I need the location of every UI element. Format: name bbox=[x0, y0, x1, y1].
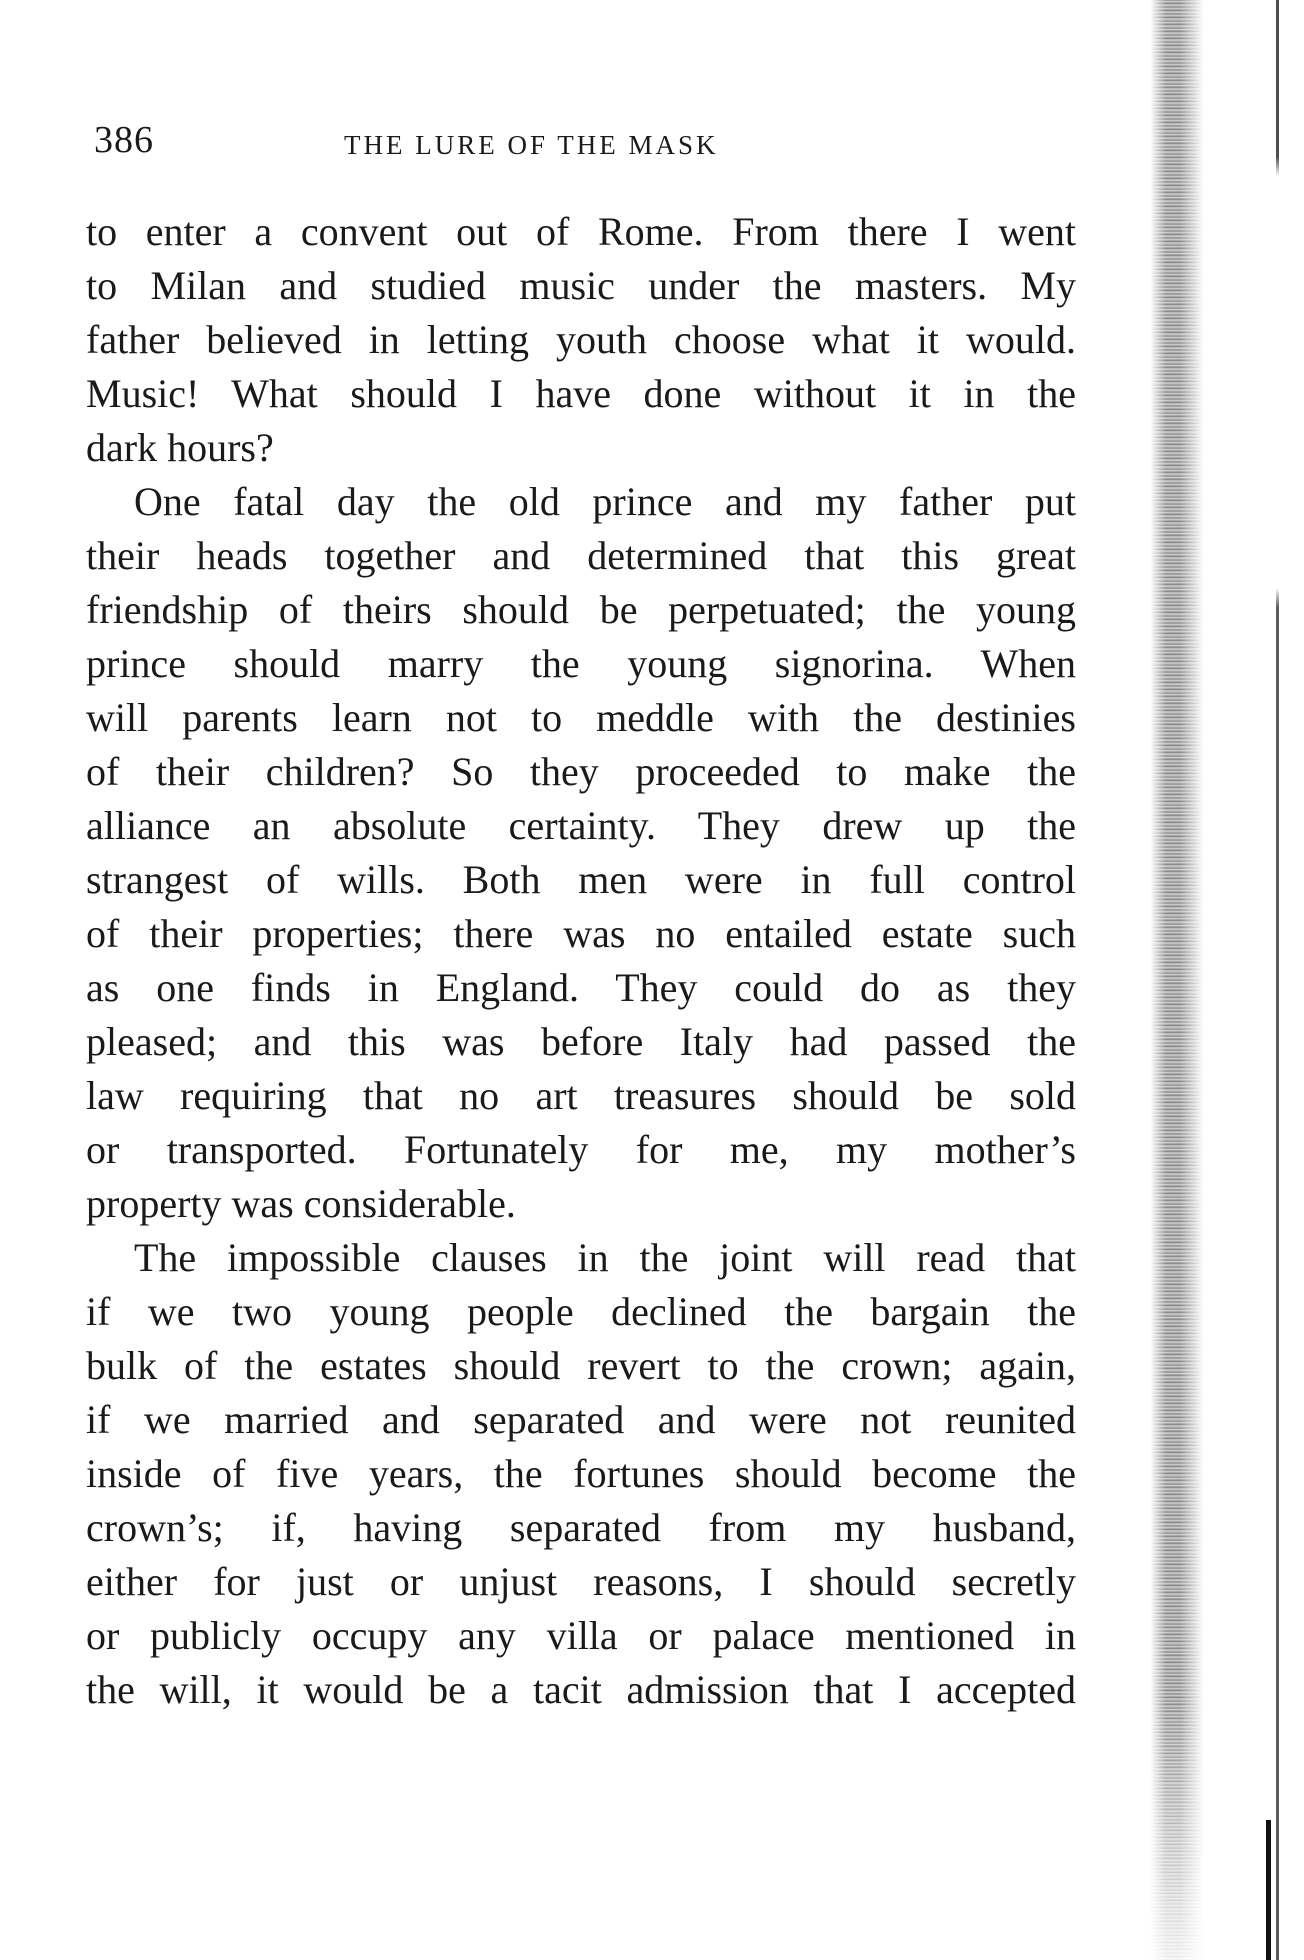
text-line: pleased; and this was before Italy had passed the bbox=[86, 1019, 1076, 1064]
page-gutter-shadow bbox=[1150, 0, 1204, 1960]
text-line: law requiring that no art treasures should be sold bbox=[86, 1073, 1076, 1118]
text-line: their heads together and determined that this great bbox=[86, 533, 1076, 578]
paragraph-2 bbox=[86, 475, 1076, 1231]
text-line: the will, it would be a tacit admission that I accepted bbox=[86, 1667, 1076, 1712]
text-line: friendship of theirs should be perpetuated; the young bbox=[86, 587, 1076, 632]
text-line: of their children? So they proceeded to make the bbox=[86, 749, 1076, 794]
text-line: either for just or unjust reasons, I should secretly bbox=[86, 1559, 1076, 1604]
body-text bbox=[86, 205, 1076, 1717]
text-line: prince should marry the young signorina. When bbox=[86, 641, 1076, 686]
text-line: if we married and separated and were not reunited bbox=[86, 1397, 1076, 1442]
text-line: or publicly occupy any villa or palace mentioned in bbox=[86, 1613, 1076, 1658]
text-line: crown’s; if, having separated from my husband, bbox=[86, 1505, 1076, 1550]
text-line: strangest of wills. Both men were in full control bbox=[86, 857, 1076, 902]
running-header bbox=[94, 118, 1094, 178]
text-line: One fatal day the old prince and my father put bbox=[134, 479, 1076, 524]
text-line: of their properties; there was no entailed estate such bbox=[86, 911, 1076, 956]
paragraph-1 bbox=[86, 205, 1076, 475]
text-line: inside of five years, the fortunes should become the bbox=[86, 1451, 1076, 1496]
text-line: father believed in letting youth choose what it would. bbox=[86, 317, 1076, 362]
text-line: property was considerable. bbox=[86, 1181, 516, 1226]
page-edge-bottom bbox=[1266, 1820, 1271, 1960]
page-number: 386 bbox=[94, 119, 154, 161]
text-line: The impossible clauses in the joint will read that bbox=[134, 1235, 1076, 1280]
text-line: to enter a convent out of Rome. From there I went bbox=[86, 209, 1076, 254]
text-line: to Milan and studied music under the masters. My bbox=[86, 263, 1076, 308]
gutter-fade bbox=[1150, 1700, 1210, 1960]
text-line: bulk of the estates should revert to the crown; again, bbox=[86, 1343, 1076, 1388]
text-line: dark hours? bbox=[86, 425, 274, 470]
text-line: will parents learn not to meddle with the destinies bbox=[86, 695, 1076, 740]
text-line: as one finds in England. They could do as they bbox=[86, 965, 1076, 1010]
page-edge bbox=[1276, 0, 1279, 1960]
paragraph-3 bbox=[86, 1231, 1076, 1717]
running-title: THE LURE OF THE MASK bbox=[344, 130, 719, 160]
text-line: or transported. Fortunately for me, my mother’s bbox=[86, 1127, 1076, 1172]
text-line: alliance an absolute certainty. They drew up the bbox=[86, 803, 1076, 848]
text-line: if we two young people declined the bargain the bbox=[86, 1289, 1076, 1334]
text-line: Music! What should I have done without it in the bbox=[86, 371, 1076, 416]
